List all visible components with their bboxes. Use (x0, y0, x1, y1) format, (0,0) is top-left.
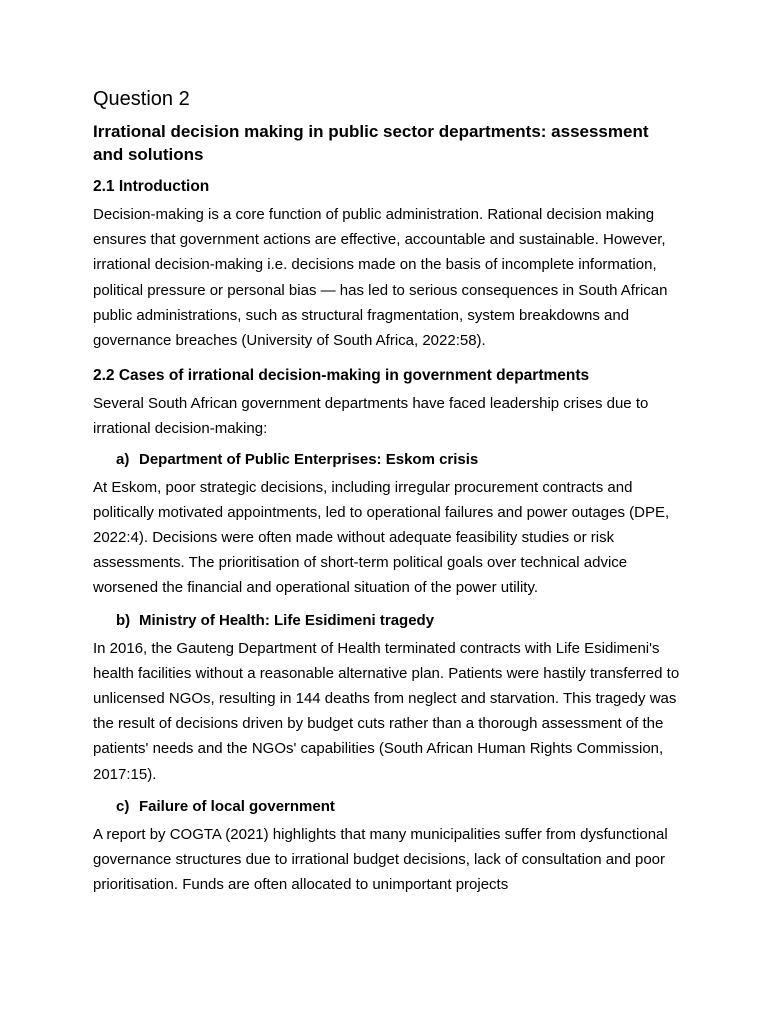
case-letter: b) (116, 611, 131, 629)
document-content (93, 86, 683, 897)
case-heading-life-esidimeni (93, 611, 683, 631)
introduction-paragraph: Decision-making is a core function of public administration. Rational decision making ensures that government actions are effective, accountable and sustainable. However, irrational decision-making i.e. decisions made on the basis of incomplete information, political pressure or personal bias — has led to serious consequences in South African public administrations, such as structural fragmentation, system breakdowns and governance breaches (University of South Africa, 2022:58). (93, 206, 668, 350)
case-heading-eskom (93, 450, 683, 470)
case-letter: c) (116, 797, 130, 815)
cases-intro-paragraph: Several South African government departments have faced leadership crises due to irrational decision-making: (93, 395, 649, 438)
section-heading-cases: 2.2 Cases of irrational decision-making in government departments (93, 367, 590, 385)
question-heading: Question 2 (93, 88, 190, 110)
case-title: Failure of local government (139, 797, 335, 815)
section-heading-introduction: 2.1 Introduction (93, 178, 210, 195)
case-heading-local-government (93, 797, 683, 817)
case-paragraph-local-government: A report by COGTA (2021) highlights that many municipalities suffer from dysfunctional governance structures due to irrational budget decisions, lack of consultation and poor prioritisation. Funds are often allocated to unimportant projects (93, 825, 668, 894)
case-paragraph-eskom: At Eskom, poor strategic decisions, including irregular procurement contracts and politically motivated appointments, led to operational failures and power outages (DPE, 2022:4). Decisions were often made without adequate feasibility studies or risk assessments. The prioritisation of short-term political goals over technical advice worsened the financial and operational situation of the power utility. (93, 478, 670, 597)
case-letter: a) (116, 450, 130, 468)
case-title: Department of Public Enterprises: Eskom crisis (139, 450, 479, 468)
case-title: Ministry of Health: Life Esidimeni tragedy (139, 611, 435, 629)
document-title: Irrational decision making in public sector departments: assessment and solutions (93, 122, 649, 164)
case-paragraph-life-esidimeni: In 2016, the Gauteng Department of Health terminated contracts with Life Esidimeni's health facilities without a reasonable alternative plan. Patients were hastily transferred to unlicensed NGOs, resulting in 144 deaths from neglect and starvation. This tragedy was the result of decisions driven by budget cuts rather than a thorough assessment of the patients' needs and the NGOs' capabilities (South African Human Rights Commission, 2017:15). (93, 639, 680, 783)
